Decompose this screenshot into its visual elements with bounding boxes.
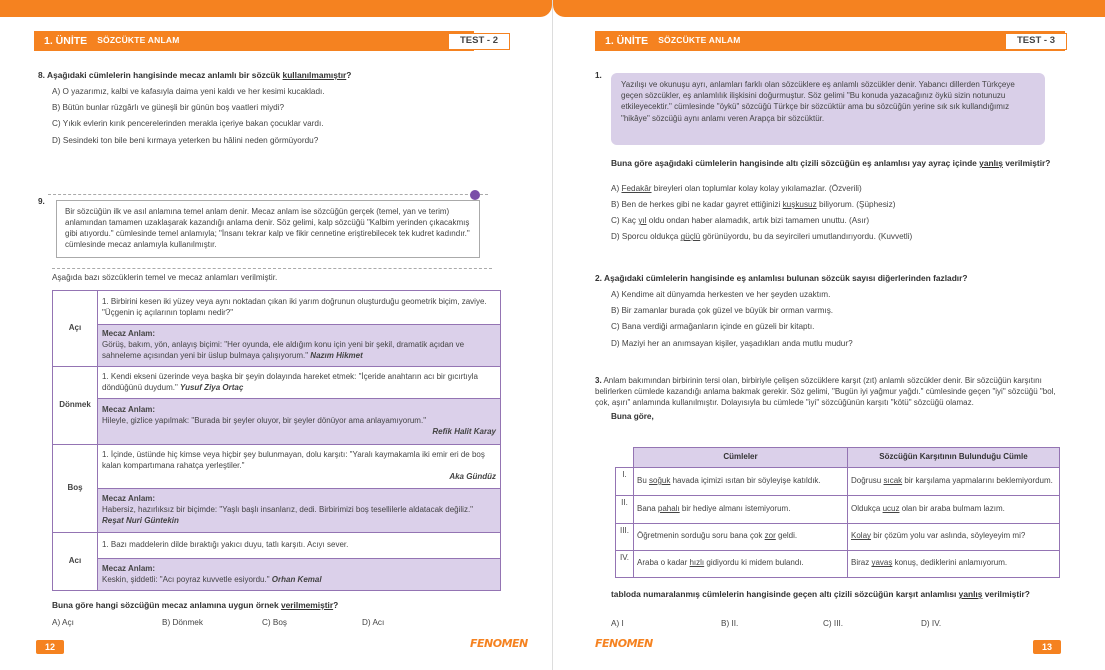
unit-title: 1. ÜNİTE: [605, 34, 649, 47]
temel-cell: 1. İçinde, üstünde hiç kimse veya hiçbir şey bulunmayan, dolu karşıtı: "Yaralı kaymakamla iki emir eri de boş kalan kompartımana rahatça yerleştiler." Aka Gündüz: [98, 445, 501, 489]
question-2-title: 2. Aşağıdaki cümlelerin hangisinde eş anlamlısı bulunan sözcük sayısı diğerlerinden fazladır?: [595, 273, 968, 283]
page-number: 12: [36, 640, 64, 654]
antonym-table: [615, 447, 1060, 578]
test-label: TEST - 3: [1005, 33, 1067, 50]
unit-subtitle: SÖZCÜKTE ANLAM: [658, 35, 741, 46]
mecaz-cell: Mecaz Anlam: Hileyle, gizlice yapılmak: "Burada bir şeyler oluyor, bir şeyler dönüyor ama anlayamıyorum." Refik Halit Karay: [98, 399, 501, 445]
table-row: [616, 550, 1060, 577]
question-2: [595, 273, 1065, 349]
pin-icon: [470, 190, 480, 200]
table-row: [53, 291, 501, 325]
table-row: [53, 533, 501, 559]
temel-cell: 1. Kendi ekseni üzerinde veya başka bir şeyin dolayında hareket etmek: "İçeride anahtarın acı bir gıcırtıyla döndüğünü duydum." Yusuf Ziya Ortaç: [98, 367, 501, 399]
antonym-cell: Oldukça ucuz olan bir araba bulmam lazım.: [848, 495, 1060, 523]
column-header-karsit: Sözcüğün Karşıtının Bulunduğu Cümle: [848, 448, 1060, 468]
option-a[interactable]: A) Kendime ait dünyamda herkesten ve her şeyden uzaktım.: [611, 290, 831, 300]
answer-d[interactable]: D) Acı: [362, 618, 385, 627]
answer-d[interactable]: D) IV.: [921, 619, 942, 628]
right-page: [553, 0, 1105, 670]
option-d[interactable]: D) Maziyi her an anımsayan kişiler, yaşadıkları anda mutlu mudur?: [611, 338, 853, 348]
question-1-number: 1.: [595, 71, 602, 80]
mecaz-cell: Mecaz Anlam: Keskin, şiddetli: "Acı poyraz kuvvetle esiyordu." Orhan Kemal: [98, 559, 501, 591]
table-row: [53, 367, 501, 399]
row-number: II.: [616, 495, 634, 523]
sentence-cell: Bana pahalı bir hediye almanı istemiyorum.: [634, 495, 848, 523]
option-c[interactable]: C) Kaç yıl oldu ondan haber alamadık, artık bizi tamamen unuttu. (Asır): [611, 216, 870, 226]
question-3-lead: Buna göre,: [611, 412, 654, 422]
sentence-cell: Araba o kadar hızlı gidiyordu ki midem bulandı.: [634, 550, 848, 577]
row-number: IV.: [616, 550, 634, 577]
mecaz-cell: Mecaz Anlam: Görüş, bakım, yön, anlayış biçimi: "Her oyunda, ele aldığım konu için yeni bir şekil, dramatik açıdan ve sahneleme açısından yeni bir üslup bulmaya çalışıyorum." Nazım Hikmet: [98, 325, 501, 367]
table-row: [53, 399, 501, 445]
option-b[interactable]: B) Ben de herkes gibi ne kadar gayret ettiğinizi kuşkusuz biliyorum. (Şüphesiz): [611, 200, 896, 210]
question-9-number: 9.: [38, 197, 45, 206]
table-intro: Aşağıda bazı sözcüklerin temel ve mecaz anlamları verilmiştir.: [52, 273, 278, 282]
publisher-logo: FENOMEN: [595, 637, 653, 650]
option-a[interactable]: A) Fedakâr bireyleri olan toplumlar kolay kolay yıkılamazlar. (Özverili): [611, 184, 862, 193]
question-9-title: Buna göre hangi sözcüğün mecaz anlamına uygun örnek verilmemiştir?: [52, 600, 339, 610]
meaning-table: [52, 290, 501, 591]
mecaz-cell: Mecaz Anlam: Habersiz, hazırlıksız bir biçimde: "Yaşlı başlı insanlarız, dedi. Birbirimizi boş tesellilerle aldatacak değiliz." Reşat Nuri Güntekin: [98, 489, 501, 533]
table-row: [53, 559, 501, 591]
temel-cell: 1. Bazı maddelerin dilde bıraktığı yakıcı duyu, tatlı karşıtı. Acıyı sever.: [98, 533, 501, 559]
top-band: [553, 0, 1105, 17]
column-header-cumleler: Cümleler: [634, 448, 848, 468]
table-row: [616, 495, 1060, 523]
option-c[interactable]: C) Bana verdiği armağanların içinde en güzeli bir kitaptı.: [611, 322, 815, 332]
test-label: TEST - 2: [448, 33, 510, 50]
option-d[interactable]: D) Sesindeki ton bile beni kırmaya yeterken bu hâlini neden görmüyordu?: [52, 135, 319, 145]
row-number: III.: [616, 523, 634, 550]
question-8-title: 8. Aşağıdaki cümlelerin hangisinde mecaz anlamlı bir sözcük kullanılmamıştır?: [38, 70, 352, 80]
table-row: [616, 467, 1060, 495]
table-row: [53, 445, 501, 489]
word-cell: Açı: [53, 291, 98, 367]
word-cell: Boş: [53, 445, 98, 533]
sentence-cell: Öğretmenin sorduğu soru bana çok zor geldi.: [634, 523, 848, 550]
divider: [52, 268, 492, 269]
option-a[interactable]: A) O yazarımız, kalbi ve kafasıyla daima yeni kaldı ve her kesimi kucakladı.: [52, 87, 325, 97]
option-b[interactable]: B) Bir zamanlar burada çok güzel ve büyük bir orman varmış.: [611, 306, 834, 316]
answer-a[interactable]: A) I: [611, 619, 624, 628]
answer-c[interactable]: C) III.: [823, 619, 844, 628]
question-8: [38, 70, 528, 146]
option-c[interactable]: C) Yıkık evlerin kırık pencerelerinden merakla içeriye bakan çocuklar vardı.: [52, 119, 324, 129]
top-band: [0, 0, 552, 17]
page-number: 13: [1033, 640, 1061, 654]
info-box: Bir sözcüğün ilk ve asıl anlamına temel anlam denir. Mecaz anlam ise sözcüğün gerçek (temel, yan ve terim) anlamından tamamen uzaklaşarak kazandığı anlama denir. Söz gelimi, kalp sözcüğü "Kalbim yerinden çıkacakmış gibi atıyordu." cümlesinde temel anlamıyla; "İnsanı tekrar kalp ve fikir cennetine eriştirebilecek tek kudret kadındır." cümlesinde mecaz anlamıyla kullanılmıştır.: [56, 200, 480, 258]
table-row: [53, 489, 501, 533]
answer-row: [611, 618, 1061, 629]
antonym-cell: Biraz yavaş konuş, dediklerini anlamıyorum.: [848, 550, 1060, 577]
unit-subtitle: SÖZCÜKTE ANLAM: [97, 35, 180, 46]
word-cell: Acı: [53, 533, 98, 591]
unit-header: [595, 31, 1065, 51]
answer-row: [52, 617, 512, 628]
sentence-cell: Bu soğuk havada içimizi ısıtan bir söyleyişe katıldık.: [634, 467, 848, 495]
question-3: [595, 376, 1065, 422]
question-1-title: Buna göre aşağıdaki cümlelerin hangisinde altı çizili sözcüğün eş anlamlısı yay ayraç içinde yanlış verilmiştir?: [611, 158, 1051, 168]
temel-cell: 1. Birbirini kesen iki yüzey veya aynı noktadan çıkan iki yarım doğrunun oluşturduğu geometrik biçim, zaviye. "Üçgenin iç açılarının toplamı nedir?": [98, 291, 501, 325]
left-page: [0, 0, 552, 670]
question-3-title: tabloda numaralanmış cümlelerin hangisinde geçen altı çizili sözcüğün karşıt anlamlısı yanlış verilmiştir?: [611, 589, 1030, 599]
question-1-options: [611, 183, 1061, 242]
question-3-text: 3. Anlam bakımından birbirinin tersi olan, birbiriyle çelişen sözcüklere karşıt (zıt) anlamlı sözcükler denir. Bir sözcüğün karşıtını belirlerken cümlede kazandığı anlama bakmak gerekir. Söz gelimi, "Bugün iyi yağmur yağdı." cümlesinde geçen "iyi" sözcüğü "bol, çok, aşırı" anlamında kullanılmıştır. Dolayısıyla bu cümlede "iyi" sözcüğünün karşıtı "kötü" sözcüğü olamaz.: [595, 376, 1056, 407]
option-b[interactable]: B) Bütün bunlar rüzgârlı ve güneşli bir günün boş vaatleri miydi?: [52, 103, 285, 113]
row-number: I.: [616, 467, 634, 495]
table-row: [616, 523, 1060, 550]
divider: [48, 194, 488, 195]
answer-b[interactable]: B) II.: [721, 619, 739, 628]
publisher-logo: FENOMEN: [470, 637, 528, 650]
answer-c[interactable]: C) Boş: [262, 618, 288, 627]
answer-b[interactable]: B) Dönmek: [162, 618, 203, 627]
antonym-cell: Kolay bir çözüm yolu var aslında, söyleyeyim mi?: [848, 523, 1060, 550]
answer-a[interactable]: A) Açı: [52, 618, 74, 627]
option-d[interactable]: D) Sporcu oldukça güçlü görünüyordu, bu da seyircileri umutlandırıyordu. (Kuvvetli): [611, 232, 913, 242]
antonym-cell: Doğrusu sıcak bir karşılama yapmalarını beklemiyordum.: [848, 467, 1060, 495]
unit-title: 1. ÜNİTE: [44, 34, 88, 47]
info-box: Yazılışı ve okunuşu ayrı, anlamları farklı olan sözcüklere eş anlamlı sözcükler denir. Yabancı dillerden Türkçeye geçen sözcükler, eş anlamlılık ilişkisini doğurmuştur. Söz gelimi "Bu konuda yazacağınız öykü sizin notunuzu etkileyecektir." cümlesinde "öykü" sözcüğü Türkçe bir sözcüktür ama bu sözcüğün yerine sık sık kullandığımız "hikâye" sözcüğü aynı anlamı veren Arapça bir sözcüktür.: [611, 73, 1045, 145]
table-row: [53, 325, 501, 367]
unit-header: [34, 31, 474, 51]
table-header: [616, 448, 1060, 468]
word-cell: Dönmek: [53, 367, 98, 445]
